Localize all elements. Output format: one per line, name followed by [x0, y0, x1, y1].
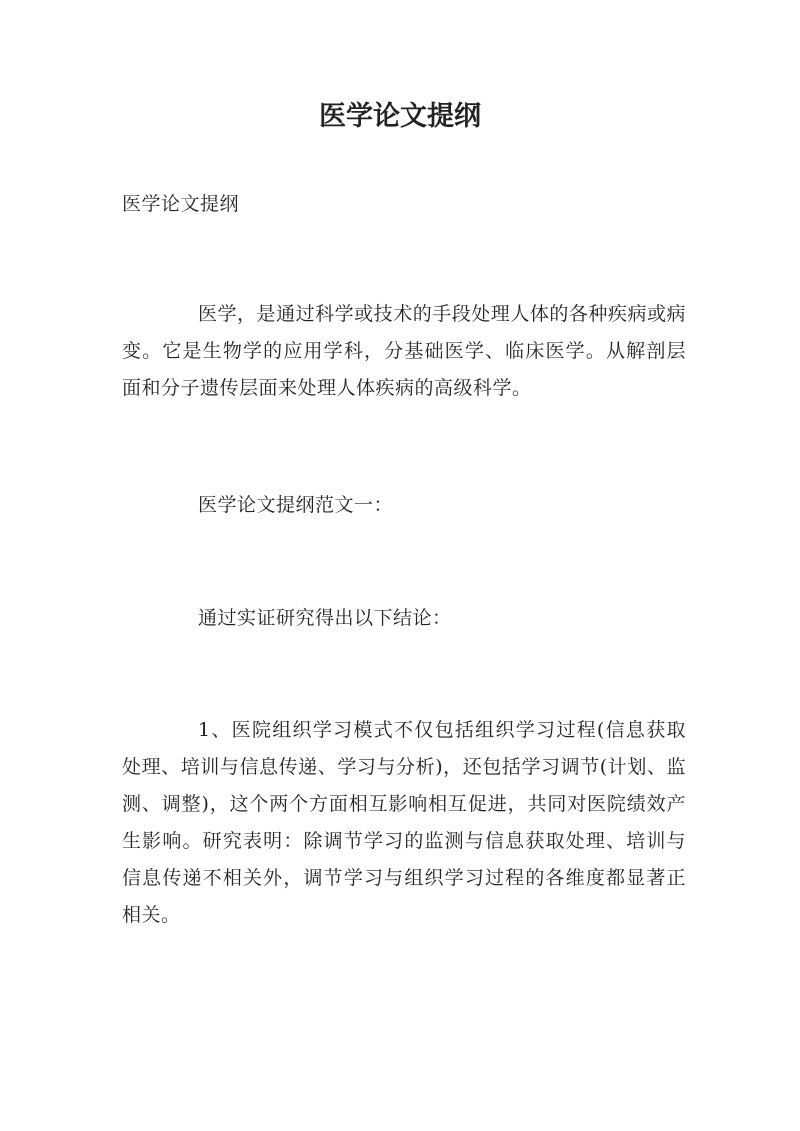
conclusion-heading: 通过实证研究得出以下结论：: [198, 607, 452, 629]
document-title: 医学论文提纲: [319, 101, 481, 132]
document-subtitle: 医学论文提纲: [122, 193, 240, 215]
sample-heading: 医学论文提纲范文一：: [198, 494, 394, 516]
conclusion-point-1: 1、医院组织学习模式不仅包括组织学习过程(信息获取处理、培训与信息传递、学习与分析)，还包括学习调节(计划、监测、调整)，这个两个方面相互影响相互促进，共同对医院绩效产生影响。研究表明：除调节学习的监测与信息获取处理、培训与信息传递不相关外，调节学习与组织学习过程的各维度都显著正相关。: [122, 719, 686, 926]
intro-paragraph: 医学，是通过科学或技术的手段处理人体的各种疾病或病变。它是生物学的应用学科，分基础医学、临床医学。从解剖层面和分子遗传层面来处理人体疾病的高级科学。: [122, 303, 686, 399]
